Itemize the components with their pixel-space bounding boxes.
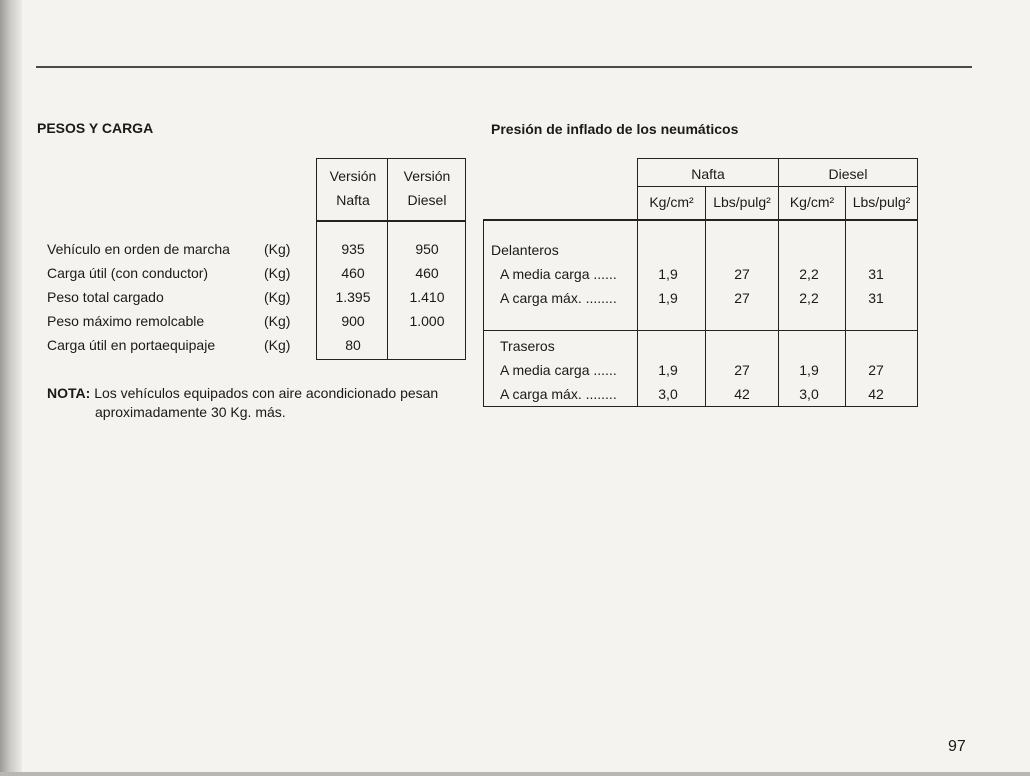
row-unit: (Kg) bbox=[264, 289, 291, 305]
row-unit: (Kg) bbox=[264, 241, 291, 257]
row-label: A media carga ...... bbox=[500, 266, 617, 282]
cell-nafta: 460 bbox=[341, 265, 365, 281]
cell-value: 3,0 bbox=[658, 386, 678, 402]
note-label: NOTA: bbox=[47, 385, 91, 401]
cell-value: 42 bbox=[734, 386, 750, 402]
section-title-presion: Presión de inflado de los neumáticos bbox=[491, 121, 739, 137]
cell-nafta: 900 bbox=[341, 313, 365, 329]
cell-value: 2,2 bbox=[799, 266, 819, 282]
cell-diesel: 950 bbox=[415, 241, 439, 257]
cell-diesel: 1.000 bbox=[409, 313, 445, 329]
cell-value: 27 bbox=[868, 362, 884, 378]
subheader-rule bbox=[483, 219, 918, 221]
cell-value: 3,0 bbox=[799, 386, 819, 402]
subheader-lbspulg2: Lbs/pulg² bbox=[852, 194, 911, 210]
row-label: Carga útil (con conductor) bbox=[47, 265, 209, 281]
section-title-pesos: PESOS Y CARGA bbox=[37, 120, 154, 136]
cell-value: 27 bbox=[734, 266, 750, 282]
col-header-diesel-line2: Diesel bbox=[407, 192, 447, 208]
table-border-top bbox=[316, 158, 466, 159]
page-bottom-edge bbox=[0, 772, 1030, 776]
table-border-bottom bbox=[483, 406, 918, 407]
cell-nafta: 1.395 bbox=[335, 289, 371, 305]
row-label: A media carga ...... bbox=[500, 362, 617, 378]
cell-nafta: 80 bbox=[345, 337, 361, 353]
table-header-rule bbox=[316, 220, 466, 222]
group-header-diesel: Diesel bbox=[828, 166, 868, 182]
table-border-left bbox=[483, 219, 484, 407]
cell-nafta: 935 bbox=[341, 241, 365, 257]
row-label: Peso total cargado bbox=[47, 289, 164, 305]
page-number: 97 bbox=[948, 738, 966, 755]
row-unit: (Kg) bbox=[264, 313, 291, 329]
subheader-kgcm2: Kg/cm² bbox=[649, 194, 694, 210]
group-header-nafta: Nafta bbox=[691, 166, 725, 182]
row-label: Peso máximo remolcable bbox=[47, 313, 205, 329]
cell-value: 42 bbox=[868, 386, 884, 402]
section-name-traseros: Traseros bbox=[500, 338, 555, 354]
row-label: A carga máx. ........ bbox=[500, 290, 617, 306]
cell-value: 31 bbox=[868, 266, 884, 282]
note bbox=[47, 384, 487, 422]
cell-value: 1,9 bbox=[658, 290, 678, 306]
section-divider bbox=[483, 330, 918, 331]
row-unit: (Kg) bbox=[264, 265, 291, 281]
table-border-right bbox=[465, 158, 466, 360]
cell-value: 31 bbox=[868, 290, 884, 306]
cell-value: 27 bbox=[734, 290, 750, 306]
cell-value: 1,9 bbox=[658, 362, 678, 378]
header-rule bbox=[36, 66, 972, 68]
table-border-left bbox=[316, 158, 317, 360]
cell-diesel: 1.410 bbox=[409, 289, 445, 305]
col-header-diesel-line1: Versión bbox=[403, 168, 451, 184]
col-header-nafta-line1: Versión bbox=[329, 168, 377, 184]
note-text-line1: Los vehículos equipados con aire acondicionado pesan bbox=[94, 385, 439, 401]
subheader-kgcm2: Kg/cm² bbox=[789, 194, 835, 210]
section-name-delanteros: Delanteros bbox=[491, 242, 559, 258]
subheader-lbspulg2: Lbs/pulg² bbox=[713, 194, 771, 210]
table-border-right bbox=[917, 158, 918, 407]
table-border-bottom bbox=[316, 359, 466, 360]
cell-value: 2,2 bbox=[799, 290, 819, 306]
cell-diesel: 460 bbox=[415, 265, 439, 281]
cell-value: 1,9 bbox=[658, 266, 678, 282]
row-label: Carga útil en portaequipaje bbox=[47, 337, 216, 353]
row-label: A carga máx. ........ bbox=[500, 386, 617, 402]
cell-value: 1,9 bbox=[799, 362, 819, 378]
page-binding-shadow bbox=[0, 0, 22, 776]
row-unit: (Kg) bbox=[264, 337, 291, 353]
cell-value: 27 bbox=[734, 362, 750, 378]
table-col-divider bbox=[387, 158, 388, 360]
row-label: Vehículo en orden de marcha bbox=[47, 241, 230, 257]
note-text-line2: aproximadamente 30 Kg. más. bbox=[95, 404, 286, 420]
col-header-nafta-line2: Nafta bbox=[336, 192, 370, 208]
